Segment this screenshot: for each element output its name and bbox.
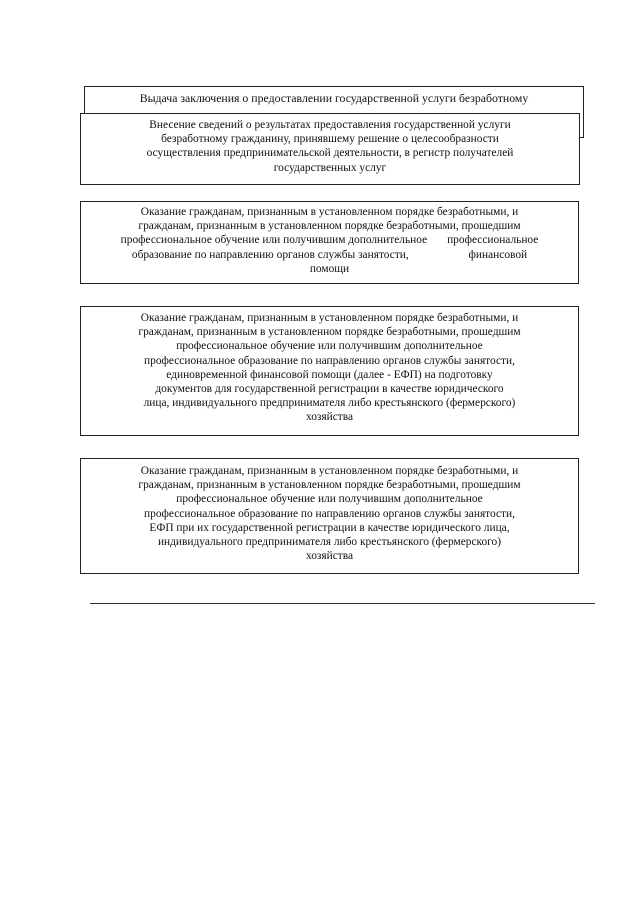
box-text-line: индивидуального предпринимателя либо крестьянского (фермерского) <box>157 536 502 549</box>
box-text-line: Оказание гражданам, признанным в установленном порядке безработными, и <box>140 465 519 477</box>
box-text-line: профессиональное обучение или получившим дополнительное профессиональное <box>120 234 539 247</box>
box-text-line: гражданам, признанным в установленном порядке безработными, прошедшим <box>138 220 521 233</box>
box-text-line: образование по направлению органов службы занятости, финансовой <box>131 248 528 261</box>
box-text-line: осуществления предпринимательской деятельности, в регистр получателей <box>146 147 514 160</box>
box-text-line: единовременной финансовой помощи (далее - ЕФП) на подготовку <box>166 368 493 381</box>
box-text-line: ЕФП при их государственной регистрации в качестве юридического лица, <box>149 521 510 534</box>
box-text-line: Оказание гражданам, признанным в установленном порядке безработными, и <box>140 312 519 324</box>
box-text-line: профессиональное образование по направлению органов службы занятости, <box>144 507 515 520</box>
box-text-line: Оказание гражданам, признанным в установленном порядке безработными, и <box>140 206 519 218</box>
process-box-registry-entry <box>80 113 580 185</box>
box-text-line: документов для государственной регистрации в качестве юридического <box>155 383 504 396</box>
box-text-line: профессиональное обучение или получившим дополнительное <box>176 340 483 353</box>
box-text-line: лица, индивидуального предпринимателя либо крестьянского (фермерского) <box>143 397 516 410</box>
process-box-efp-registration <box>80 458 579 574</box>
process-box-financial-aid <box>80 201 579 284</box>
box-text-line: Выдача заключения о предоставлении государственной услуги безработному <box>139 91 529 105</box>
box-text-line: хозяйства <box>305 411 354 424</box>
box-text-line: Внесение сведений о результатах предоставления государственной услуги <box>149 119 511 131</box>
box-text-line: государственных услуг <box>273 161 387 174</box>
box-text-line: профессиональное образование по направлению органов службы занятости, <box>144 354 515 367</box>
box-text-line: хозяйства <box>305 550 354 563</box>
box-text-line: гражданам, признанным в установленном порядке безработными, прошедшим <box>138 326 521 339</box>
box-text-line: безработному гражданину, принявшему решение о целесообразности <box>161 133 499 146</box>
box-text-line: профессиональное обучение или получившим дополнительное <box>176 493 483 506</box>
footer-divider <box>90 603 595 604</box>
box-text-line: гражданам, признанным в установленном порядке безработными, прошедшим <box>138 479 521 492</box>
process-box-efp-documents <box>80 306 579 436</box>
box-text-line: помощи <box>309 262 350 275</box>
